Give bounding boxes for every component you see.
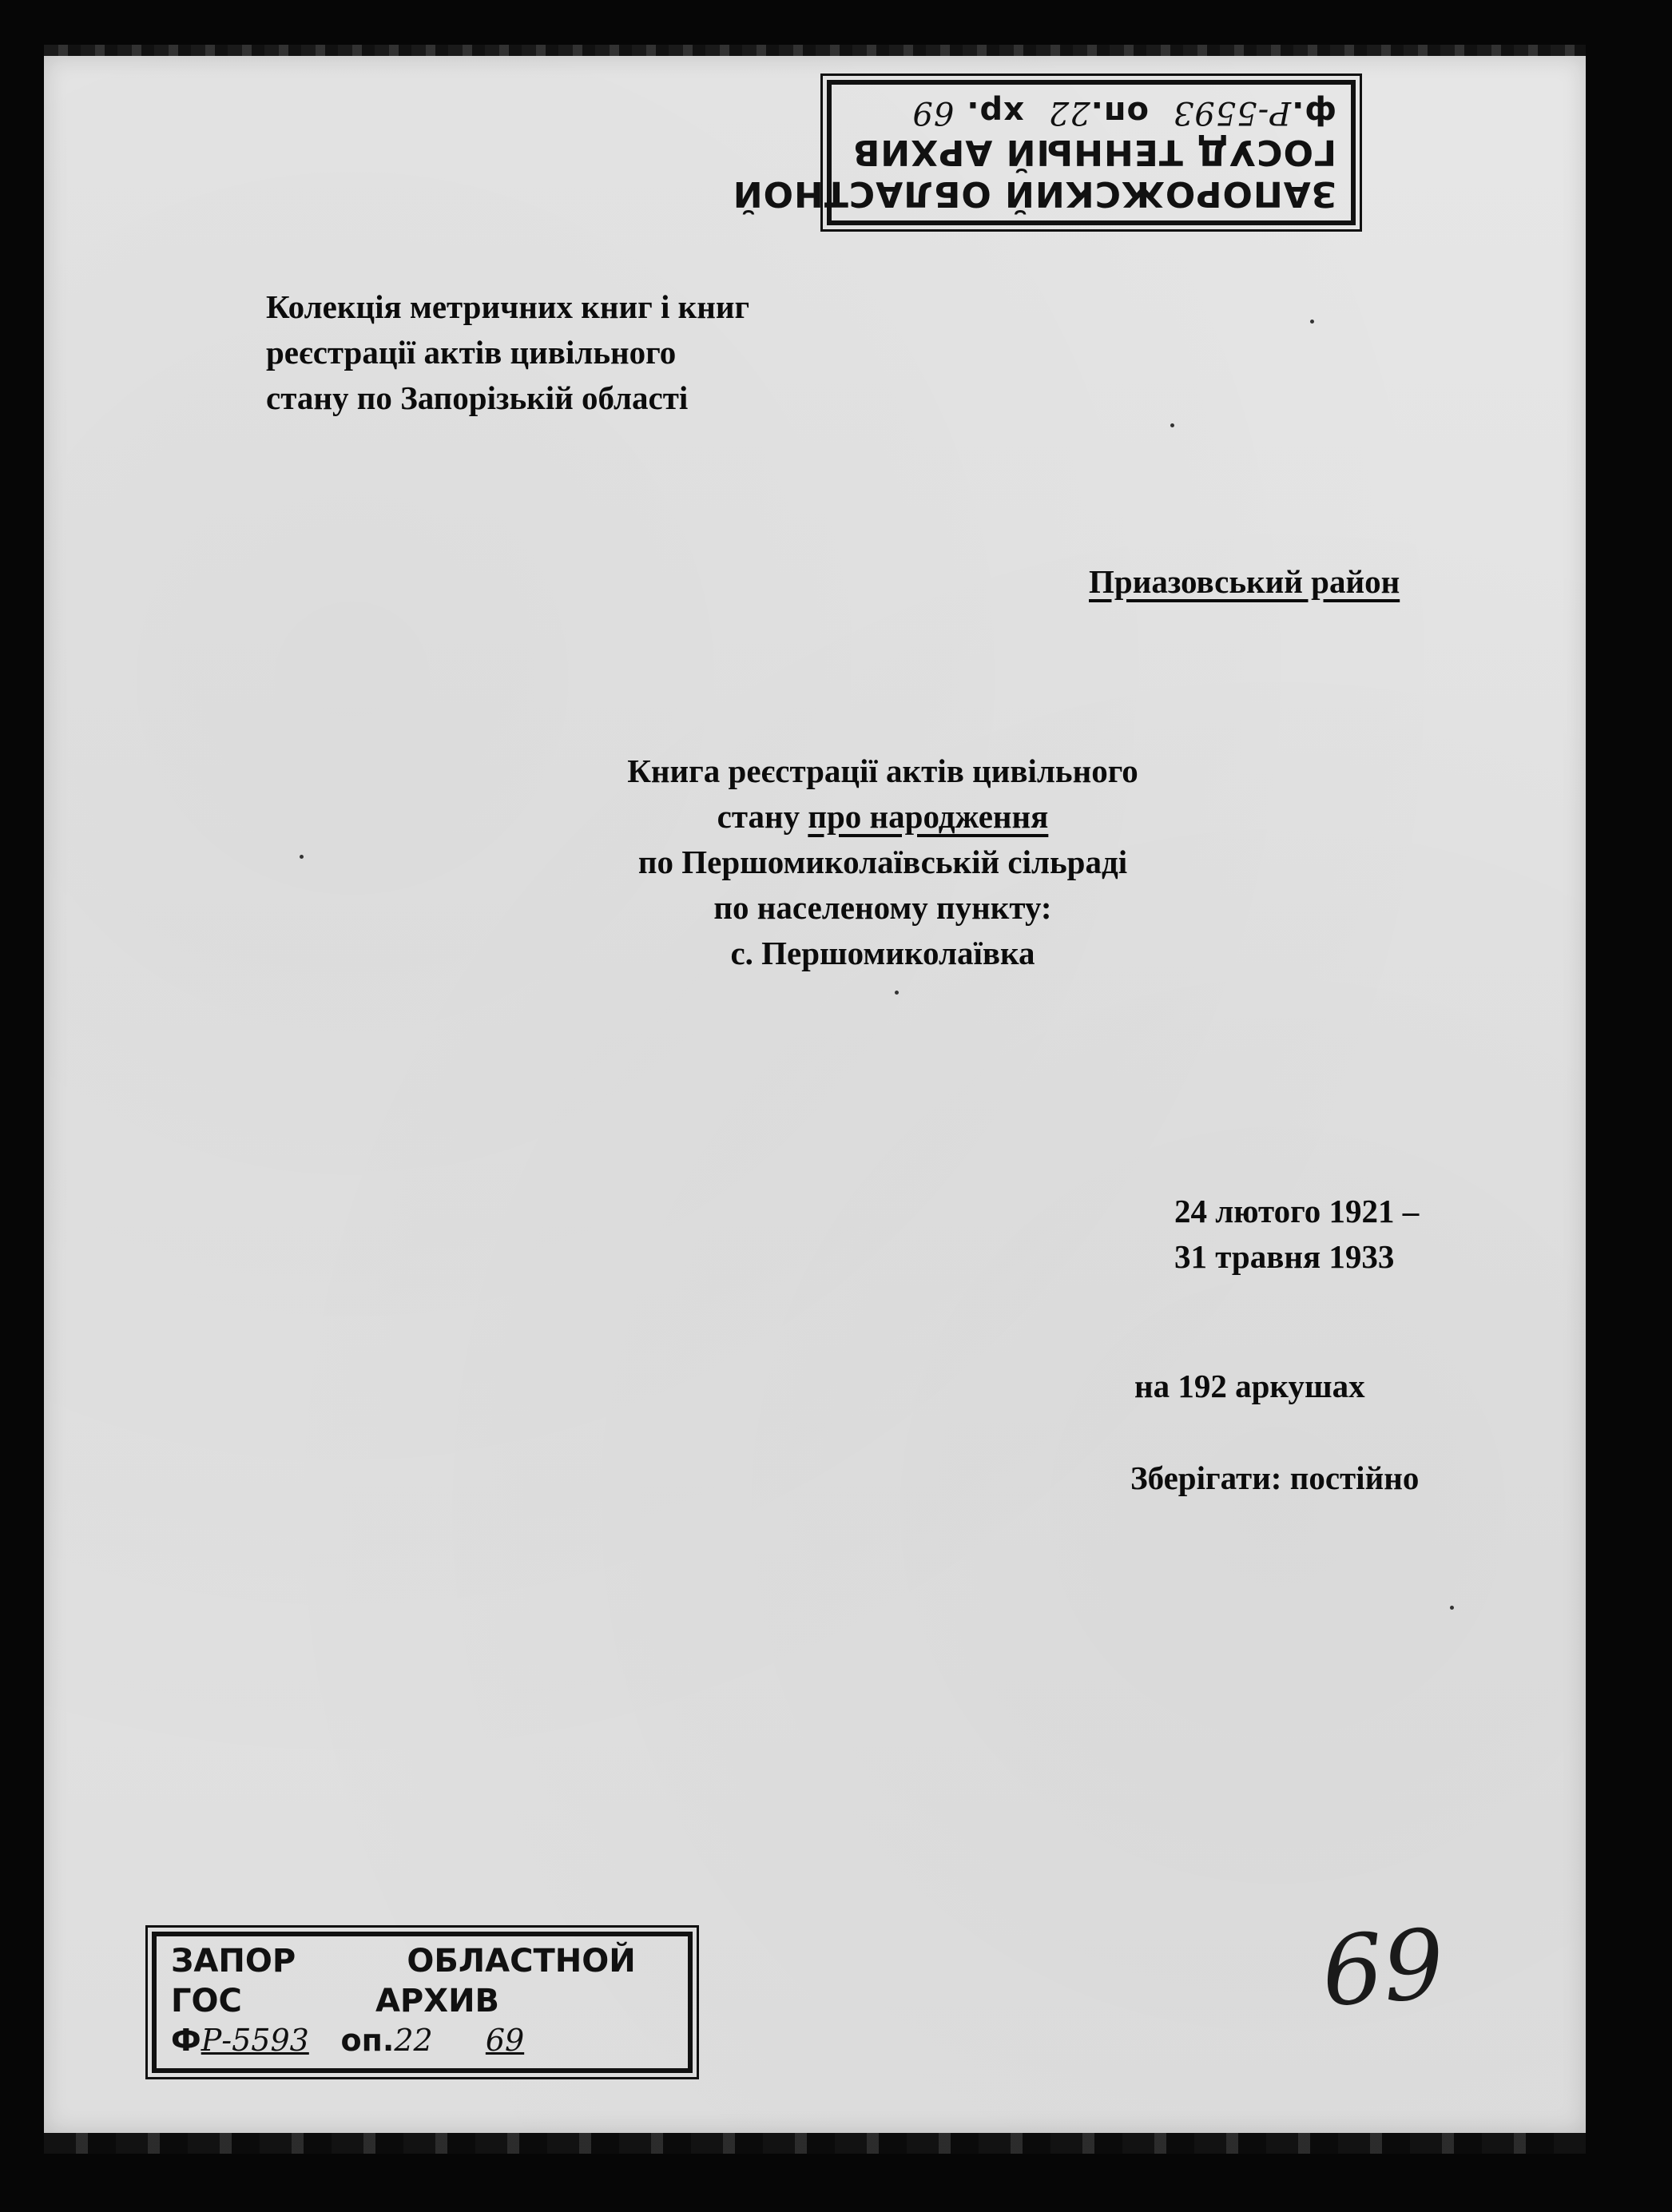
- date-end: 31 травня 1933: [1174, 1238, 1395, 1275]
- sheet-count: на 192 аркушах: [1134, 1368, 1365, 1404]
- archive-stamp-top: [732, 80, 1356, 225]
- paper-bottom-edge: [44, 2133, 1586, 2154]
- stamp-top-fond: Р-5593: [1172, 94, 1292, 131]
- stamp-top-row2: ГОСУД ТЕННЫЙ АРХИВ: [852, 132, 1336, 173]
- archive-stamp-bottom: [152, 1932, 693, 2073]
- stamp-top-opis-label: оп.: [1090, 94, 1150, 131]
- stamp-bottom-fond: Р-5593: [201, 2023, 309, 2058]
- book-title-line: Книга реєстрації актів цивільного: [627, 753, 1138, 789]
- book-title-line: по населеному пункту:: [713, 889, 1052, 926]
- scan-speck: [895, 991, 899, 995]
- stamp-bottom-item: 69: [485, 2023, 525, 2058]
- scan-speck: [1170, 423, 1174, 427]
- collection-title-line: стану по Запорізькій області: [266, 379, 689, 416]
- scan-speck: [300, 855, 304, 859]
- book-title-record-type: про народження: [808, 798, 1049, 835]
- stamp-top-item: 69: [911, 94, 955, 131]
- scan-speck: [1450, 1606, 1454, 1610]
- stamp-top-item-label: хр.: [966, 94, 1024, 131]
- date-range: [1174, 1189, 1419, 1280]
- book-title-prefix: стану: [717, 798, 808, 835]
- scan-speck: [1310, 320, 1314, 324]
- collection-title-line: реєстрації актів цивільного: [266, 334, 677, 371]
- stamp-bottom-row3: [171, 2023, 524, 2058]
- stamp-top-row1: ЗАПОРОЖСКИЙ ОБЛАСТНОЙ: [732, 173, 1336, 214]
- stamp-top-row3: [911, 94, 1336, 131]
- handwritten-item-number: 69: [1318, 1908, 1448, 2029]
- district-label: Приазовський район: [1089, 563, 1400, 600]
- book-title-line: с. Першомиколаївка: [730, 935, 1035, 971]
- stamp-bottom-opis-label: оп.: [340, 2023, 395, 2058]
- storage-term: Зберігати: постійно: [1130, 1459, 1420, 1496]
- stamp-bottom-opis: 22: [394, 2023, 433, 2058]
- stamp-bottom-row2: ГОС АРХИВ: [171, 1983, 500, 2019]
- paper-top-edge: [44, 45, 1586, 56]
- date-start: 24 лютого 1921 –: [1174, 1193, 1420, 1229]
- book-title: [479, 749, 1286, 976]
- stamp-bottom-fond-label: Ф: [171, 2023, 201, 2058]
- stamp-top-opis: 22: [1047, 94, 1090, 131]
- stamp-top-fond-label: ф.: [1291, 94, 1336, 131]
- collection-title: [266, 284, 749, 421]
- collection-title-line: Колекція метричних книг і книг: [266, 288, 750, 325]
- book-title-line: по Першомиколаївській сільраді: [637, 844, 1128, 880]
- book-title-line: [479, 794, 1286, 840]
- stamp-bottom-row1: ЗАПОР ОБЛАСТНОЙ: [171, 1943, 636, 1980]
